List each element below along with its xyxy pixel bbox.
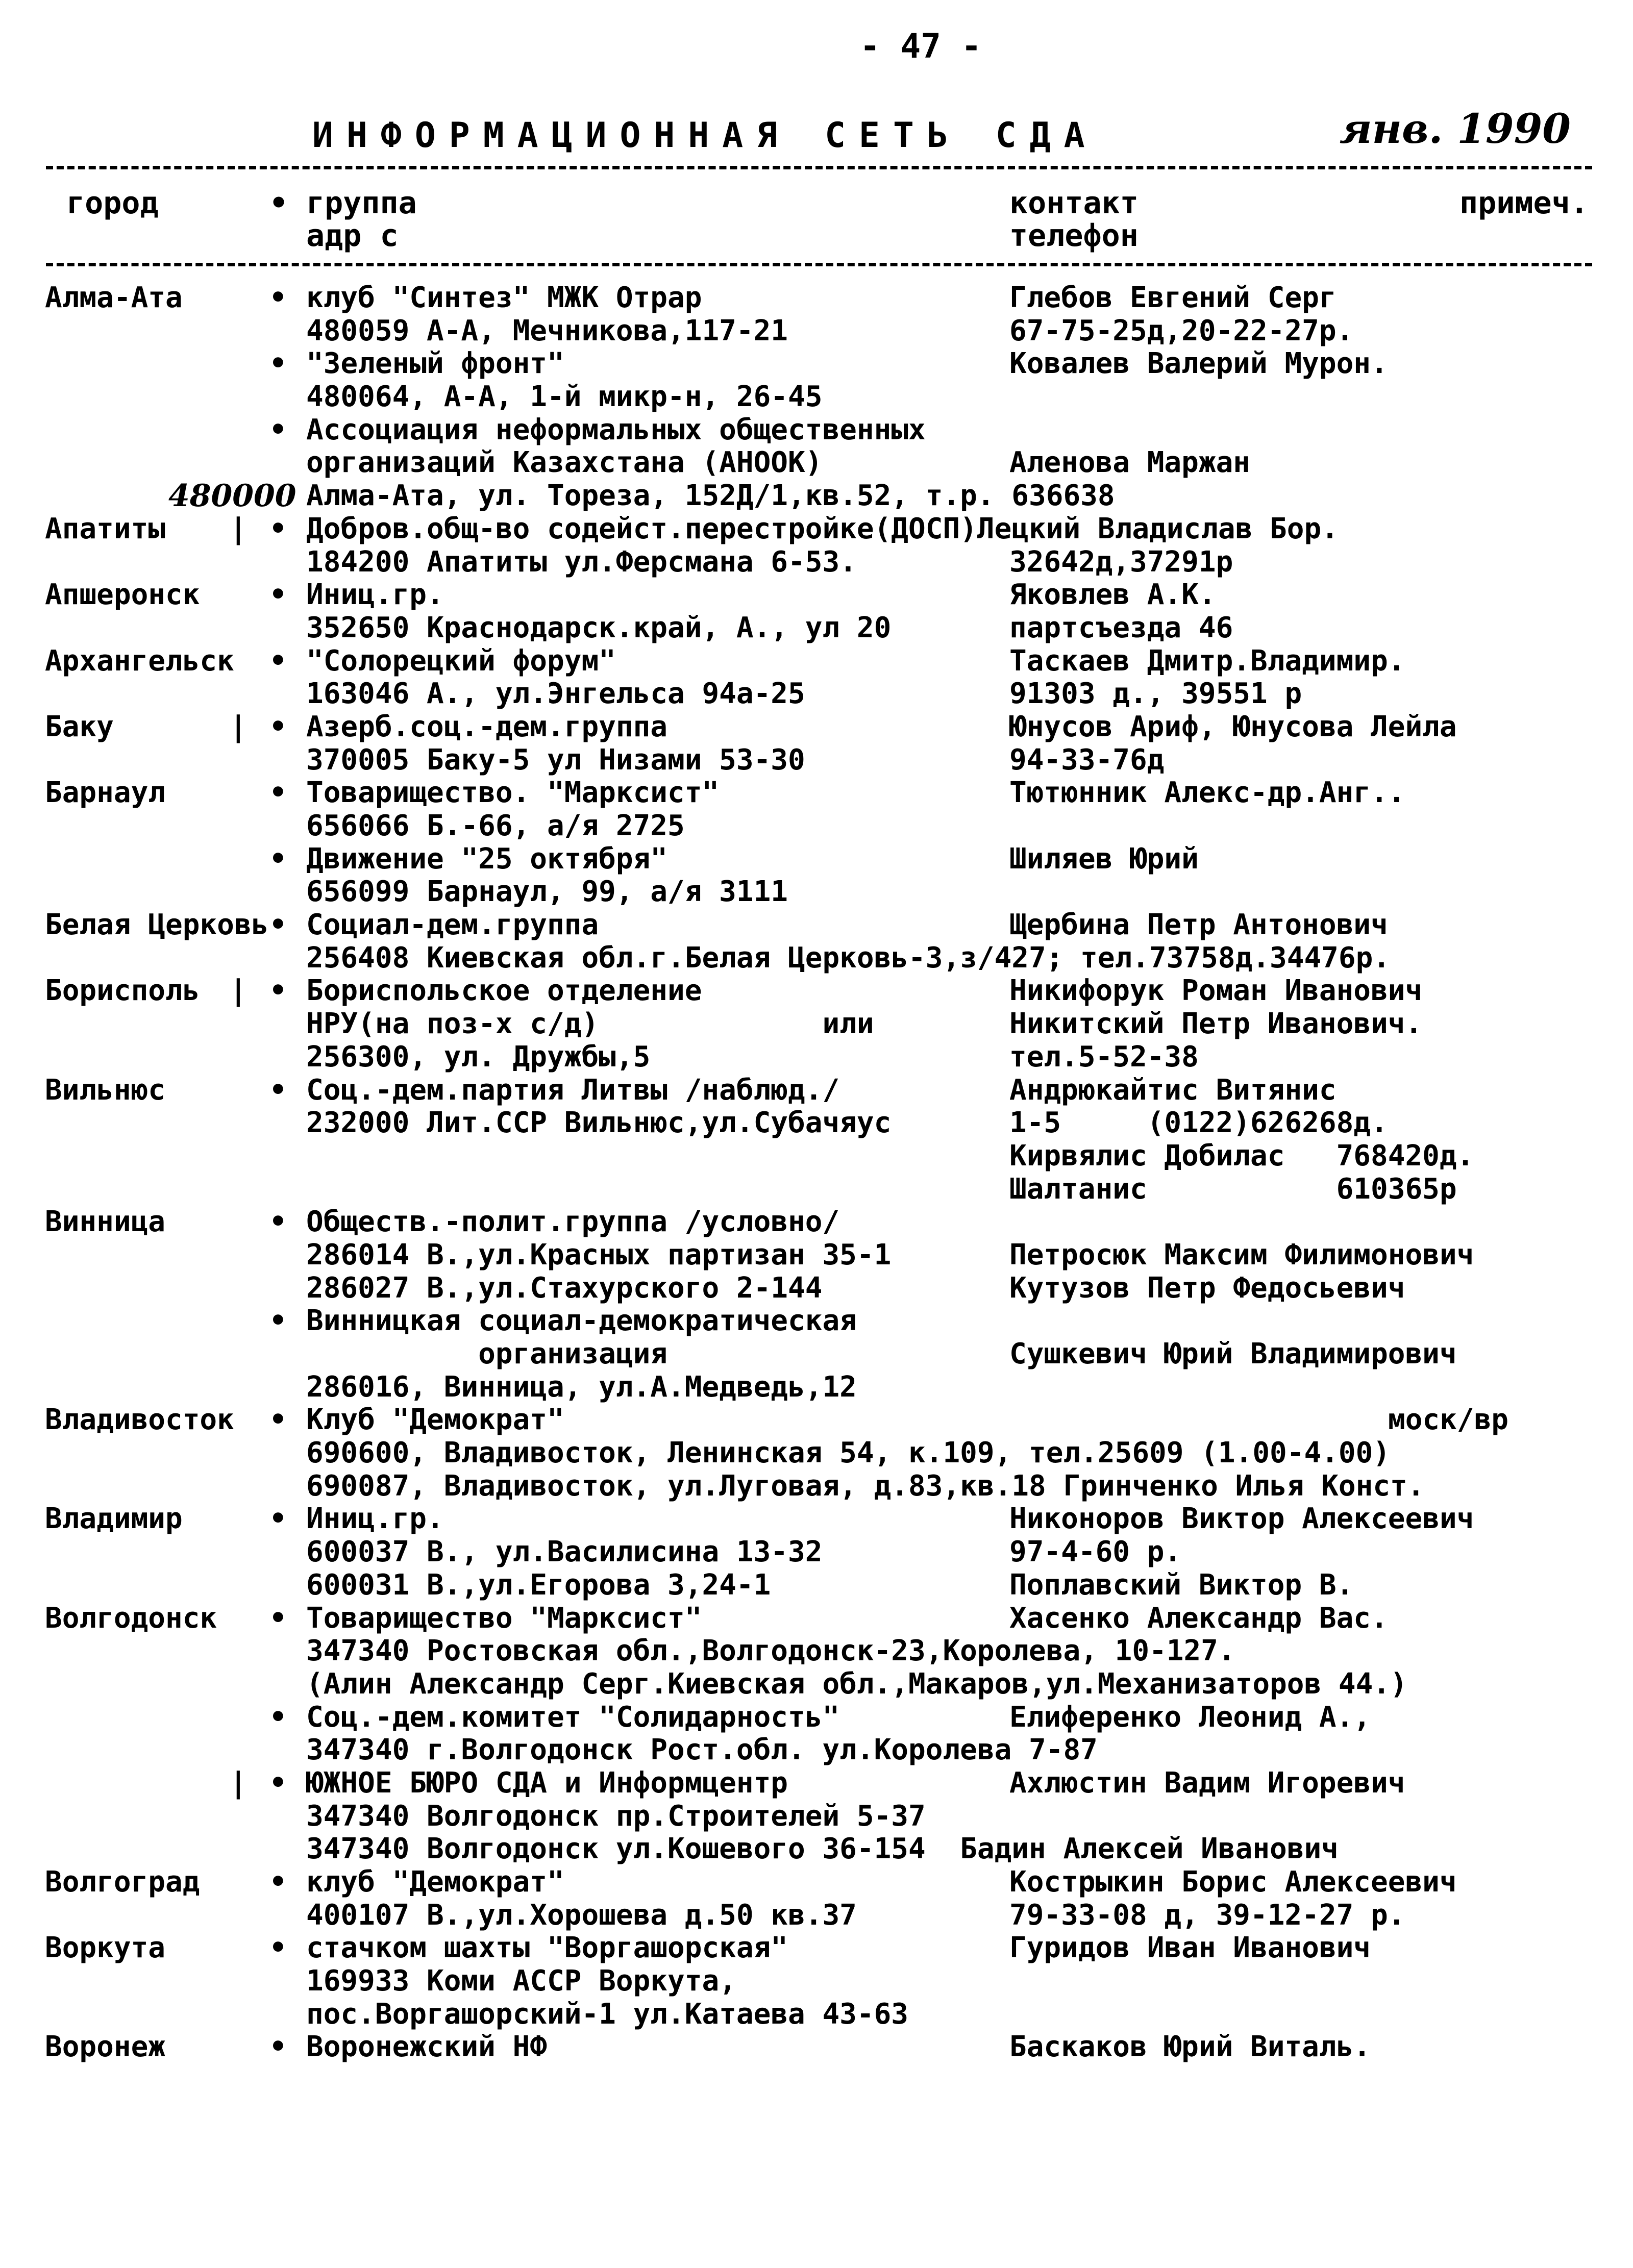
bullet-mark: •: [269, 1073, 287, 1107]
city-name: Апшеронск: [45, 578, 200, 612]
remark-text: моск/вр: [1388, 1403, 1509, 1437]
contact-text: 94-33-76д: [1009, 743, 1165, 777]
group-text: 656099 Барнаул, 99, а/я 3111: [306, 875, 788, 909]
handwritten-note: 480000: [168, 478, 296, 514]
group-text: 480064, А-А, 1-й микр-н, 26-45: [306, 380, 823, 414]
bullet-mark: •: [269, 1502, 287, 1536]
group-text: организаций Казахстана (АНООК): [306, 446, 823, 480]
bullet-mark: •: [269, 710, 287, 743]
list-item: [0, 1008, 1633, 1041]
list-item: [0, 1668, 1633, 1701]
group-text: Иниц.гр.: [306, 1502, 444, 1536]
group-text: организация: [306, 1337, 668, 1370]
bullet-mark: •: [269, 1766, 287, 1800]
contact-text: Шиляев Юрий: [1009, 842, 1199, 876]
list-item: [0, 1635, 1633, 1668]
list-item: [0, 480, 1633, 513]
city-name: Белая Церковь: [45, 908, 269, 942]
group-text: НРУ(на поз-х с/д) или: [306, 1007, 874, 1041]
group-text: стачком шахты "Воргашорская": [306, 1931, 788, 1965]
group-text: 600037 В., ул.Василисина 13-32: [306, 1535, 823, 1569]
group-text: 656066 Б.-66, а/я 2725: [306, 809, 685, 842]
contact-text: Хасенко Александр Вас.: [1009, 1601, 1388, 1635]
bullet-mark: •: [269, 908, 287, 942]
list-item: [0, 1239, 1633, 1272]
list-item: [0, 1569, 1633, 1602]
bullet-mark: •: [269, 281, 287, 314]
list-item: [0, 1800, 1633, 1833]
bullet-mark: •: [269, 1931, 287, 1965]
directory-list: [0, 282, 1633, 2064]
group-text: 286014 В.,ул.Красных партизан 35-1: [306, 1238, 892, 1272]
contact-text: Никифорук Роман Иванович: [1009, 974, 1423, 1008]
group-text: Ассоциация неформальных общественных: [306, 413, 926, 446]
city-name: Винница: [45, 1205, 166, 1239]
city-name: Вильнюс: [45, 1073, 166, 1107]
list-item: [0, 1899, 1633, 1932]
list-item: [0, 645, 1633, 678]
margin-mark: |: [230, 710, 247, 743]
header-city: город: [66, 185, 159, 221]
list-item: [0, 1338, 1633, 1371]
group-text: Товарищество "Марксист": [306, 1601, 702, 1635]
group-text: Соц.-дем.партия Литвы /наблюд./: [306, 1073, 840, 1107]
contact-text: Ахлюстин Вадим Игоревич: [1009, 1766, 1405, 1800]
group-text: 600031 В.,ул.Егорова 3,24-1: [306, 1568, 771, 1602]
group-text: Винницкая социал-демократическая: [306, 1304, 857, 1338]
list-item: [0, 2031, 1633, 2064]
contact-text: Баскаков Юрий Виталь.: [1009, 2030, 1371, 2064]
list-item: [0, 909, 1633, 942]
list-item: [0, 414, 1633, 447]
bullet-mark: •: [269, 413, 287, 446]
city-name: Баку: [45, 710, 114, 743]
list-item: [0, 1305, 1633, 1338]
header-top-rule: [46, 166, 1592, 169]
list-item: [0, 876, 1633, 909]
list-item: [0, 1503, 1633, 1536]
list-item: [0, 1833, 1633, 1866]
header-address: адр с: [306, 218, 399, 254]
group-text: 347340 г.Волгодонск Рост.обл. ул.Королева 7-87: [306, 1733, 1098, 1767]
group-text: "Зеленый фронт": [306, 347, 564, 381]
header-phone: телефон: [1009, 218, 1139, 254]
city-name: Архангельск: [45, 644, 234, 678]
group-text: 286027 В.,ул.Стахурского 2-144: [306, 1271, 823, 1305]
group-text: 256300, ул. Дружбы,5: [306, 1040, 651, 1074]
contact-text: 32642д,37291р: [1009, 545, 1233, 579]
contact-text: Тютюнник Алекс-др.Анг..: [1009, 776, 1405, 810]
list-item: [0, 1701, 1633, 1734]
list-item: [0, 1206, 1633, 1239]
contact-text: 1-5 (0122)626268д.: [1009, 1106, 1388, 1140]
margin-mark: |: [230, 512, 247, 545]
contact-text: Юнусов Ариф, Юнусова Лейла: [1009, 710, 1457, 743]
group-text: пос.Воргашорский-1 ул.Катаева 43-63: [306, 1997, 909, 2031]
bullet-mark: •: [269, 1205, 287, 1239]
list-item: [0, 1734, 1633, 1767]
list-item: [0, 1173, 1633, 1206]
list-item: [0, 1371, 1633, 1404]
list-item: [0, 282, 1633, 315]
city-name: Владимир: [45, 1502, 183, 1536]
contact-text: Аленова Маржан: [1009, 446, 1251, 480]
contact-text: Никоноров Виктор Алексеевич: [1009, 1502, 1474, 1536]
group-text: 163046 А., ул.Энгельса 94а-25: [306, 677, 805, 711]
contact-text: Петросюк Максим Филимонович: [1009, 1238, 1474, 1272]
group-text: Иниц.гр.: [306, 578, 444, 612]
city-name: Волгодонск: [45, 1601, 217, 1635]
contact-text: 67-75-25д,20-22-27р.: [1009, 314, 1354, 347]
contact-text: Гуридов Иван Иванович: [1009, 1931, 1371, 1965]
contact-text: Кирвялис Добилас 768420д.: [1009, 1139, 1474, 1173]
contact-text: Поплавский Виктор В.: [1009, 1568, 1354, 1602]
group-text: 184200 Апатиты ул.Ферсмана 6-53.: [306, 545, 857, 579]
list-item: [0, 446, 1633, 480]
bullet-mark: •: [269, 2030, 287, 2064]
contact-text: 91303 д., 39551 р: [1009, 677, 1302, 711]
bullet-mark: •: [269, 1304, 287, 1338]
list-item: [0, 942, 1633, 975]
list-item: [0, 546, 1633, 579]
bullet-mark: •: [269, 1865, 287, 1899]
city-name: Волгоград: [45, 1865, 200, 1899]
list-item: [0, 975, 1633, 1008]
group-text: Обществ.-полит.группа /условно/: [306, 1205, 840, 1239]
group-text: 352650 Краснодарск.край, А., ул 20: [306, 611, 892, 644]
group-text: клуб "Синтез" МЖК Отрар: [306, 281, 702, 314]
group-text: 690087, Владивосток, ул.Луговая, д.83,кв.18 Гринченко Илья Конст.: [306, 1469, 1425, 1503]
group-text: Воронежский НФ: [306, 2030, 548, 2064]
group-text: 232000 Лит.ССР Вильнюс,ул.Субачяус: [306, 1106, 892, 1140]
group-text: (Алин Александр Серг.Киевская обл.,Макаров,ул.Механизаторов 44.): [306, 1667, 1407, 1701]
contact-text: Щербина Петр Антонович: [1009, 908, 1388, 942]
header-bullet: •: [269, 185, 288, 221]
contact-text: Ковалев Валерий Мурон.: [1009, 347, 1388, 381]
list-item: [0, 1998, 1633, 2031]
group-text: Добров.общ-во содейст.перестройке(ДОСП)Лецкий Владислав Бор.: [306, 512, 1339, 545]
group-text: 370005 Баку-5 ул Низами 53-30: [306, 743, 805, 777]
bullet-mark: •: [269, 512, 287, 545]
contact-text: Яковлев А.К.: [1009, 578, 1216, 612]
group-text: "Солорецкий форум": [306, 644, 616, 678]
list-item: [0, 843, 1633, 876]
bullet-mark: •: [269, 1700, 287, 1734]
list-item: [0, 1536, 1633, 1569]
bullet-mark: •: [269, 1403, 287, 1437]
city-name: Барнаул: [45, 776, 166, 810]
list-item: [0, 1272, 1633, 1305]
group-text: Клуб "Демократ": [306, 1403, 564, 1437]
list-item: [0, 1767, 1633, 1800]
group-text: Азерб.соц.-дем.группа: [306, 710, 668, 743]
group-text: 169933 Коми АССР Воркута,: [306, 1964, 736, 1998]
group-text: Товарищество. "Марксист": [306, 776, 720, 810]
list-item: [0, 1437, 1633, 1470]
contact-text: Глебов Евгений Серг: [1009, 281, 1337, 314]
list-item: [0, 1470, 1633, 1503]
list-item: [0, 347, 1633, 381]
contact-text: 97-4-60 р.: [1009, 1535, 1182, 1569]
group-text: 256408 Киевская обл.г.Белая Церковь-3,з/427; тел.73758д.34476р.: [306, 941, 1391, 975]
bullet-mark: •: [269, 578, 287, 612]
city-name: Алма-Ата: [45, 281, 183, 314]
contact-text: Елиференко Леонид А.,: [1009, 1700, 1371, 1734]
contact-text: партсъезда 46: [1009, 611, 1233, 644]
group-text: 480059 А-А, Мечникова,117-21: [306, 314, 788, 347]
header-group: группа: [306, 185, 417, 221]
group-text: Движение "25 октября": [306, 842, 668, 876]
contact-text: Сушкевич Юрий Владимирович: [1009, 1337, 1457, 1370]
header-bottom-rule: [46, 263, 1592, 266]
contact-text: Таскаев Дмитр.Владимир.: [1009, 644, 1405, 678]
list-item: [0, 315, 1633, 348]
list-item: [0, 1965, 1633, 1998]
group-text: 347340 Волгодонск пр.Строителей 5-37: [306, 1799, 926, 1833]
bullet-mark: •: [269, 842, 287, 876]
document-title: ИНФОРМАЦИОННАЯ СЕТЬ СДА: [312, 115, 1098, 156]
list-item: [0, 1602, 1633, 1635]
group-text: 347340 Ростовская обл.,Волгодонск-23,Королева, 10-127.: [306, 1634, 1235, 1668]
list-item: [0, 744, 1633, 777]
contact-text: Никитский Петр Иванович.: [1009, 1007, 1423, 1041]
city-name: Борисполь: [45, 974, 200, 1008]
header-note: примеч.: [1459, 185, 1589, 221]
list-item: [0, 1404, 1633, 1437]
header-contact: контакт: [1009, 185, 1139, 221]
group-text: 286016, Винница, ул.А.Медведь,12: [306, 1370, 857, 1404]
list-item: [0, 1074, 1633, 1107]
city-name: Владивосток: [45, 1403, 234, 1437]
list-item: [0, 711, 1633, 744]
bullet-mark: •: [269, 974, 287, 1008]
contact-text: Кострыкин Борис Алексеевич: [1009, 1865, 1457, 1899]
page-number: - 47 -: [860, 27, 982, 66]
list-item: [0, 678, 1633, 711]
contact-text: Шалтанис 610365р: [1009, 1172, 1457, 1206]
bullet-mark: •: [269, 644, 287, 678]
margin-mark: |: [230, 974, 247, 1008]
bullet-mark: •: [269, 1601, 287, 1635]
bullet-mark: •: [269, 776, 287, 810]
group-text: 400107 В.,ул.Хорошева д.50 кв.37: [306, 1898, 857, 1932]
group-text: ЮЖНОЕ БЮРО СДА и Информцентр: [306, 1766, 788, 1800]
list-item: [0, 612, 1633, 645]
bullet-mark: •: [269, 347, 287, 381]
list-item: [0, 810, 1633, 843]
group-text: Алма-Ата, ул. Тореза, 152Д/1,кв.52, т.р. 636638: [306, 479, 1115, 513]
group-text: 347340 Волгодонск ул.Кошевого 36-154 Бадин Алексей Иванович: [306, 1832, 1339, 1866]
list-item: [0, 1041, 1633, 1074]
list-item: [0, 777, 1633, 810]
group-text: Соц.-дем.комитет "Солидарность": [306, 1700, 840, 1734]
contact-text: 79-33-08 д, 39-12-27 р.: [1009, 1898, 1405, 1932]
list-item: [0, 1107, 1633, 1140]
group-text: Бориспольское отделение: [306, 974, 702, 1008]
city-name: Апатиты: [45, 512, 166, 545]
list-item: [0, 579, 1633, 612]
city-name: Воркута: [45, 1931, 166, 1965]
contact-text: тел.5-52-38: [1009, 1040, 1199, 1074]
group-text: клуб "Демократ": [306, 1865, 564, 1899]
group-text: Социал-дем.группа: [306, 908, 599, 942]
contact-text: Кутузов Петр Федосьевич: [1009, 1271, 1405, 1305]
contact-text: Андрюкайтис Витянис: [1009, 1073, 1337, 1107]
handwritten-date: янв. 1990: [1340, 105, 1571, 153]
list-item: [0, 513, 1633, 546]
list-item: [0, 1932, 1633, 1965]
group-text: 690600, Владивосток, Ленинская 54, к.109, тел.25609 (1.00-4.00): [306, 1436, 1391, 1470]
margin-mark: |: [230, 1766, 247, 1800]
list-item: [0, 1866, 1633, 1899]
city-name: Воронеж: [45, 2030, 166, 2064]
list-item: [0, 381, 1633, 414]
list-item: [0, 1140, 1633, 1173]
